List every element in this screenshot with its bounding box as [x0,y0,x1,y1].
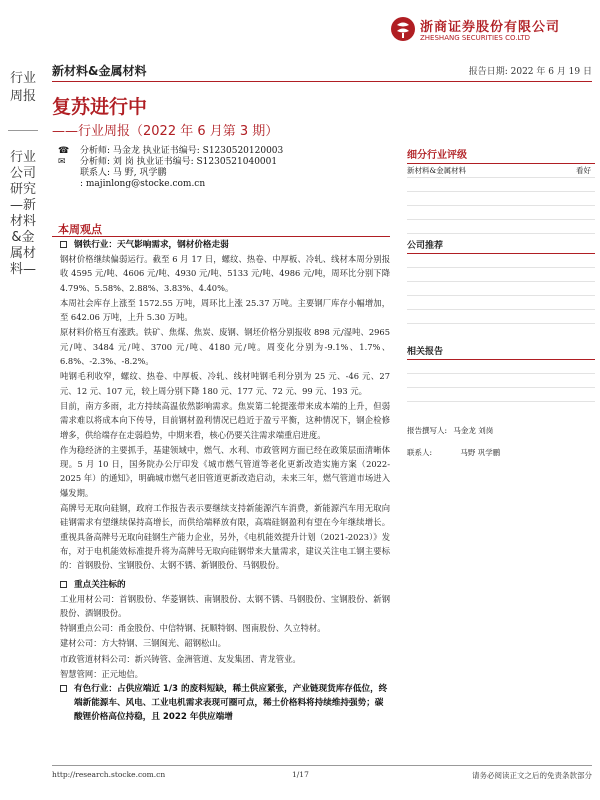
table-row [407,220,595,234]
checkbox-bullet-icon [60,581,67,588]
sector-name: 新材料&金属材料 [52,64,147,78]
paragraph: 市政管道材料公司：新兴铸管、金洲管道、友发集团、青龙管业。 [60,653,301,664]
writers-block [407,420,595,464]
bullet-heading-nonferrous [60,682,390,724]
table-row [407,268,595,282]
rating-sector: 新材料&金属材料 [407,166,467,175]
paragraph: 建材公司：方大特钢、三钢闽光、韶钢松山。 [60,638,226,649]
side-label-weekly: 行业周报 [9,71,36,104]
rating-title: 细分行业评级 [407,146,595,164]
paragraph: 高牌号无取向硅钢，政府工作报告表示要继续支持新能源汽车消费，新能源汽车用无取向硅钢需求有望继续保持高增长，而供给端释放有限，高端硅钢盈利有望在今年继续增长。重视具备高牌号无取向硅钢生产能力企业，另外，《电机能效提升计划（2021-2023）》发布，对于电机能效标准提升将为高牌号无取向硅钢带来大量需求，建议关注电工钢主要标的：首钢股份、宝钢股份、太钢不锈、新钢股份、马钢股份。 [60,503,390,571]
bullet-text: 有色行业：占供应端近 1/3 的废料短缺，稀土供应紧张，产业链现货库存低位，终端新能源车、风电、工业电机需求表现可圈可点，稀土价格料将持续维持强势；碳酸锂价格高位持稳，且 2022 年供应端增 [74,684,388,723]
author-row [56,157,396,168]
zheshang-logo-icon [390,16,416,42]
contact-email[interactable]: : majinlong@stocke.com.cn [80,179,206,189]
checkbox-bullet-icon [60,241,67,248]
checkbox-bullet-icon [60,685,67,692]
writers-label: 报告撰写人: [407,426,448,435]
table-row [407,374,595,388]
report-body [60,238,390,724]
rating-row [407,164,595,178]
bullet-text: 钢铁行业：天气影响需求，钢材价格走弱 [74,240,229,250]
analyst-1: 分析师: 马金龙 执业证书编号: S1230520120003 [80,146,284,156]
logo-english-name: ZHESHANG SECURITIES CO.LTD [420,34,531,42]
paragraph: 作为稳经济的主要抓手，基建领域中，燃气、水利、市政管网方面已经在政策层面清晰体现。5 月 10 日，国务院办公厅印发《城市燃气管道等老化更新改造实施方案（2022-2025 年）的通知》，明确城市燃气老旧管道更新改造启动，未来三年，燃气管道市场进入爆发期。 [60,444,390,498]
contacts-row [407,442,595,464]
paragraph: 吨钢毛利收窄，螺纹、热卷、中厚板、冷轧、线材吨钢毛利分别为 25 元、-46 元、27 元、12 元、107 元，较上周分别下降 180 元、177 元、72 元、99 元、193 元。 [60,371,390,396]
bullet-text: 重点关注标的 [74,579,126,590]
recommend-panel [407,238,595,324]
paragraph: 目前，南方多雨，北方持续高温依然影响需求。焦炭第二轮提涨带来成本端的上升，但弱需求难以将成本向下传导，目前钢材盈利情况已趋近于盈亏平衡，这种情况下，钢企检修增多，供给端存在走弱趋势，中期来看，核心仍要关注需求端重启进度。 [60,400,390,440]
table-row [407,360,595,374]
table-row [407,388,595,402]
author-row [56,168,396,179]
related-title: 相关报告 [407,344,595,360]
section-title: 本周观点 [58,223,102,236]
writers-row [407,420,595,442]
author-row [56,146,396,157]
report-date: 报告日期: 2022 年 6 月 19 日 [468,67,592,77]
contacts-names: 马野 巩学鹏 [460,448,501,457]
logo-chinese-name: 浙商证券股份有限公司 [420,20,561,35]
paragraph: 原材料价格互有涨跌。铁矿、焦煤、焦炭、废钢、钢坯价格分别报收 898 元/湿吨、2965 元/吨、3484 元/吨、3700 元/吨、4180 元/吨。周变化分别为-9.1%、1.7%、6.8%、-2.3%、-8.2%。 [60,327,390,367]
paragraph: 特钢重点公司：甬金股份、中信特钢、抚顺特钢、图南股份、久立特材。 [60,623,326,634]
side-divider [8,130,38,131]
page-number: 1/17 [292,770,309,779]
writers-names: 马金龙 刘岗 [453,426,494,435]
report-subtitle: ——行业周报（2022 年 6 月第 3 期） [52,124,279,139]
table-row [407,310,595,324]
phone-icon: ☎ [58,146,70,156]
bullet-heading-steel [60,238,390,252]
paragraph: 工业用材公司：首钢股份、华菱钢铁、南钢股份、太钢不锈、马钢股份、宝钢股份、新钢股份、酒钢股份。 [60,593,390,618]
report-title: 复苏进行中 [52,96,148,118]
company-logo [390,14,590,54]
author-row [56,179,396,190]
paragraph: 钢材价格继续偏弱运行。截至 6 月 17 日，螺纹、热卷、中厚板、冷轧、线材本周分别报收 4595 元/吨、4606 元/吨、4930 元/吨、5133 元/吨、4986 元/吨，周环比分别下降 4.79%、5.58%、2.88%、3.83%、4.40%。 [60,254,390,293]
author-block [56,146,396,190]
contact-person: 联系人: 马 野, 巩学鹏 [80,168,167,178]
rating-value: 看好 [576,166,591,175]
section-divider [52,236,390,237]
bullet-heading-focus [60,578,390,592]
analyst-2: 分析师: 刘 岗 执业证书编号: S1230521040001 [80,157,278,167]
paragraph: 智慧管网：正元地信。 [60,669,143,680]
table-row [407,178,595,192]
footer-divider [52,765,592,766]
contacts-label: 联系人: [407,448,433,457]
table-row [407,296,595,310]
table-row [407,282,595,296]
rating-panel [407,146,595,234]
email-icon: ✉ [58,157,66,167]
table-row [407,206,595,220]
table-row [407,192,595,206]
paragraph: 本周社会库存上涨至 1572.55 万吨，周环比上涨 25.37 万吨。主要钢厂库存小幅增加，至 642.06 万吨，上升 5.30 万吨。 [60,297,390,323]
recommend-title: 公司推荐 [407,238,595,254]
disclaimer-note: 请务必阅读正文之后的免责条款部分 [472,771,592,780]
footer-url[interactable]: http://research.stocke.com.cn [52,770,166,779]
side-label-category: 行业公司研究—新材料&金属材料— [9,150,36,277]
table-row [407,254,595,268]
header-bar [52,60,592,82]
related-panel [407,344,595,402]
